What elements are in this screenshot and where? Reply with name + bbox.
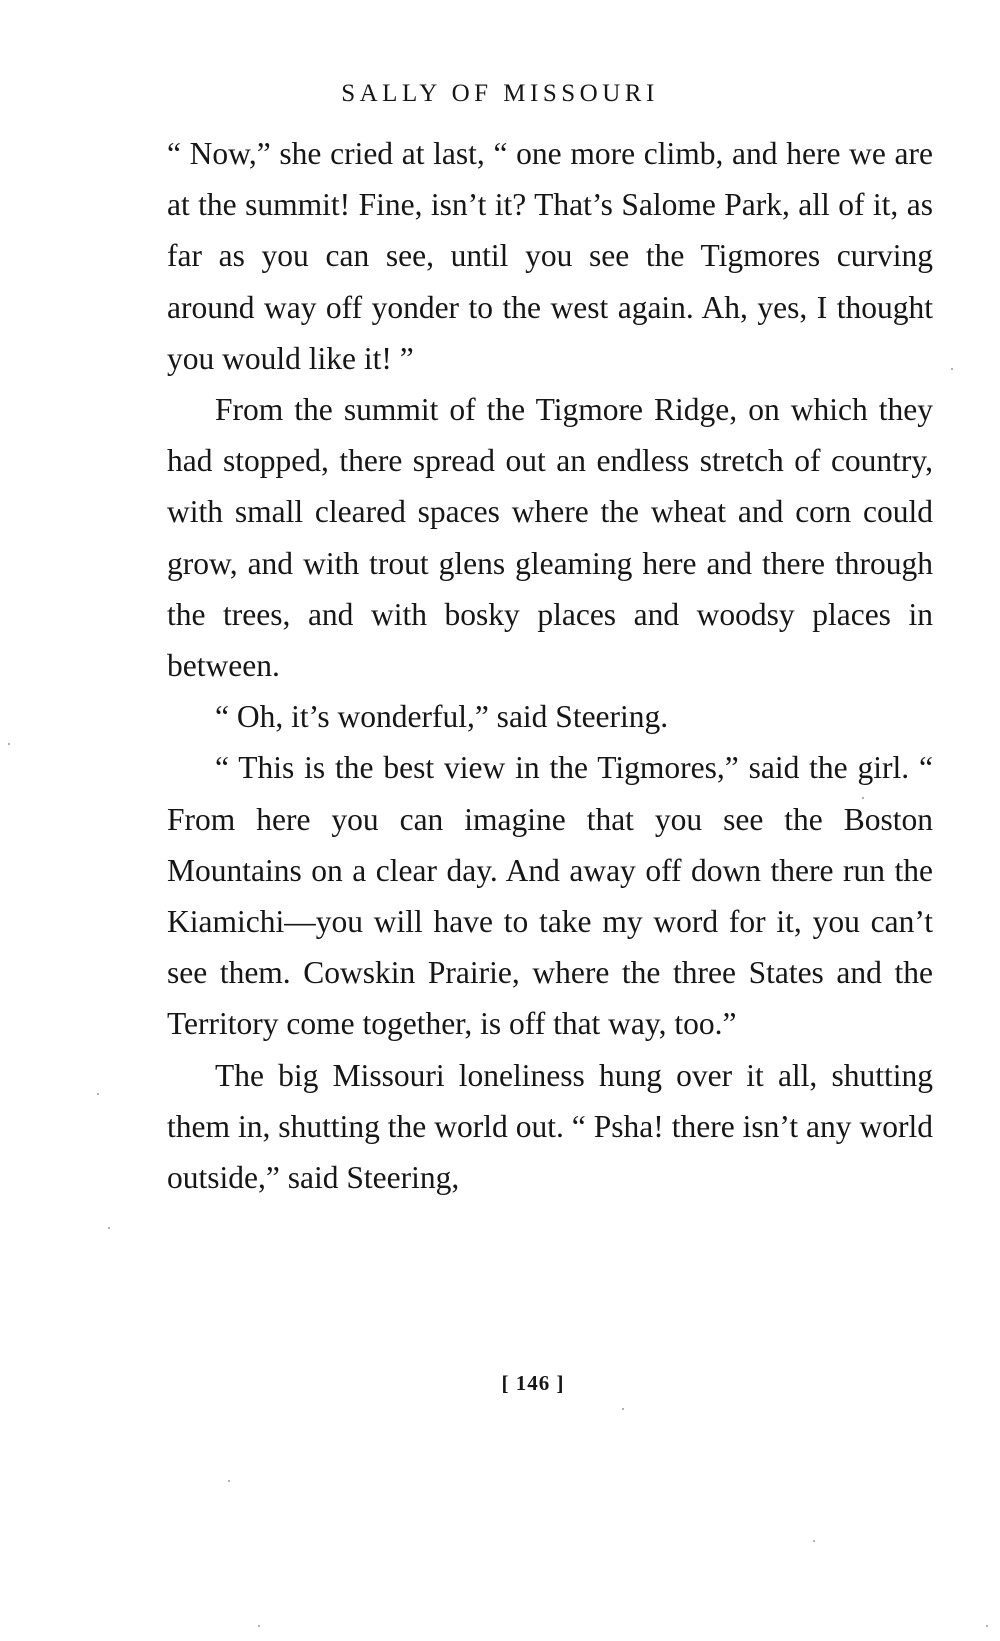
paragraph: “ This is the best view in the Tigmores,” said the girl. “ From here you can imagine that you see the Boston Mountains on a clear day. And away off down there run the Kiamichi—you will have to take my word for it, you can’t see them. Cowskin Prairie, where the three States and the Territory come together, is off that way, too.” [167,750,933,1042]
body-text [167,128,933,1203]
paragraph: From the summit of the Tigmore Ridge, on which they had stopped, there spread out an endless stretch of country, with small cleared spaces where the wheat and corn could grow, and with trout glens gleaming here and there through the trees, and with bosky places and woodsy places in between. [167,392,933,684]
page-number: [ 146 ] [501,1371,565,1395]
paper-speck [97,1093,99,1095]
paper-speck [108,1227,110,1229]
paper-speck [813,1540,815,1542]
paper-speck [228,1480,230,1482]
paragraph: “ Now,” she cried at last, “ one more climb, and here we are at the summit! Fine, isn’t it? That’s Salome Park, all of it, as far as you can see, until you see the Tigmores curving around way off yonder to the west again. Ah, yes, I thought you would like it! ” [167,136,933,376]
running-head: SALLY OF MISSOURI [341,80,659,107]
paper-speck [951,368,953,370]
paragraph: “ Oh, it’s wonderful,” said Steering. [215,699,669,735]
paper-speck [622,1408,624,1410]
paper-speck [862,797,864,799]
paper-speck [258,1625,260,1627]
paragraph: The big Missouri loneliness hung over it all, shutting them in, shutting the world out. “ Psha! there isn’t any world outside,” said Steering, [167,1057,933,1196]
paper-speck [986,1625,988,1627]
paper-speck [8,743,10,745]
